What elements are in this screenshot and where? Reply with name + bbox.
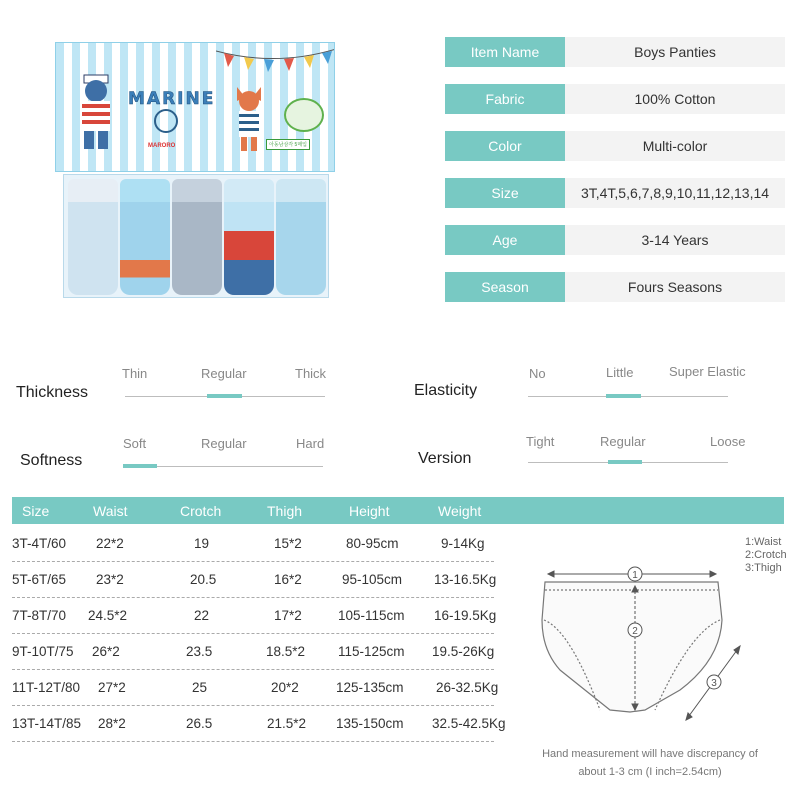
ship-wheel-icon	[154, 109, 178, 133]
box-lid	[55, 42, 335, 172]
header-crotch: Crotch	[180, 503, 222, 519]
version-scale-marker	[608, 460, 642, 464]
cell-height: 115-125cm	[338, 644, 405, 659]
spec-value: Boys Panties	[565, 37, 785, 67]
cell-waist: 28*2	[98, 716, 126, 731]
cell-waist: 23*2	[96, 572, 124, 587]
softness-scale-marker	[123, 464, 157, 468]
size-table-header	[12, 497, 784, 524]
measurement-note-line2: about 1-3 cm (I inch=2.54cm)	[578, 766, 722, 778]
cell-thigh: 17*2	[274, 608, 302, 623]
spec-row-season	[445, 272, 785, 302]
softness-option-regular: Regular	[201, 436, 247, 451]
cell-weight: 13-16.5Kg	[434, 572, 497, 587]
cell-crotch: 25	[192, 680, 208, 695]
version-option-loose: Loose	[710, 434, 746, 449]
header-waist: Waist	[93, 503, 128, 519]
table-row	[12, 706, 506, 742]
spec-value: Fours Seasons	[565, 272, 785, 302]
box-brand: MARORO	[148, 143, 176, 149]
spec-row-size	[445, 178, 785, 208]
measurement-note-line1: Hand measurement will have discrepancy of	[542, 748, 758, 760]
cell-height: 80-95cm	[346, 536, 399, 551]
cell-size: 11T-12T/80	[12, 680, 81, 695]
spec-value: 3T,4T,5,6,7,8,9,10,11,12,13,14	[565, 178, 785, 208]
spec-value: 100% Cotton	[565, 84, 785, 114]
cell-size: 3T-4T/60	[12, 536, 67, 551]
spec-value: 3-14 Years	[565, 225, 785, 255]
softness-label: Softness	[20, 452, 83, 469]
cell-crotch: 23.5	[186, 644, 213, 659]
cell-height: 95-105cm	[342, 572, 403, 587]
cell-thigh: 20*2	[271, 680, 299, 695]
spec-key: Season	[445, 272, 565, 302]
box-cert-badge: 아동남삼각 5매입	[266, 139, 310, 150]
thickness-option-regular: Regular	[201, 366, 247, 381]
cell-height: 105-115cm	[338, 608, 405, 623]
underwear-boat-print	[68, 179, 118, 295]
box-tray	[63, 174, 329, 298]
cell-waist: 26*2	[92, 644, 120, 659]
legend-thigh: 3:Thigh	[745, 562, 782, 574]
table-row	[12, 562, 497, 598]
underwear-ship-print	[276, 179, 326, 295]
header-thigh: Thigh	[267, 503, 303, 519]
cell-size: 9T-10T/75	[12, 644, 74, 659]
underwear-fox-print	[120, 179, 170, 295]
cell-waist: 27*2	[98, 680, 126, 695]
version-label: Version	[418, 450, 472, 467]
spec-key: Color	[445, 131, 565, 161]
thickness-option-thick: Thick	[295, 366, 327, 381]
cell-size: 5T-6T/65	[12, 572, 67, 587]
legend-crotch: 2:Crotch	[745, 549, 787, 561]
spec-row-color	[445, 131, 785, 161]
header-size: Size	[22, 503, 50, 519]
elasticity-option-little: Little	[606, 365, 634, 380]
box-title: MARINE	[128, 89, 216, 109]
header-height: Height	[349, 503, 390, 519]
cell-size: 7T-8T/70	[12, 608, 67, 623]
underwear-plane-print	[172, 179, 222, 295]
table-row	[12, 526, 494, 562]
cell-thigh: 21.5*2	[267, 716, 307, 731]
cotton-cloud-icon	[284, 98, 324, 132]
thickness-label: Thickness	[16, 384, 89, 401]
elasticity-label: Elasticity	[414, 382, 478, 399]
spec-key: Fabric	[445, 84, 565, 114]
table-row	[12, 598, 497, 634]
underwear-diagram	[530, 560, 760, 730]
product-image	[55, 42, 335, 302]
spec-key: Size	[445, 178, 565, 208]
cell-thigh: 18.5*2	[266, 644, 306, 659]
spec-row-age	[445, 225, 785, 255]
underwear-bear-print	[224, 179, 274, 295]
cell-weight: 19.5-26Kg	[432, 644, 495, 659]
header-weight: Weight	[438, 503, 482, 519]
softness-option-soft: Soft	[123, 436, 147, 451]
bear-sailor-icon	[74, 73, 118, 153]
spec-key: Item Name	[445, 37, 565, 67]
thickness-scale-marker	[207, 394, 242, 398]
marker-crotch: 2	[632, 626, 638, 637]
spec-key: Age	[445, 225, 565, 255]
version-option-tight: Tight	[526, 434, 555, 449]
cell-thigh: 15*2	[274, 536, 302, 551]
spec-table	[445, 37, 785, 319]
thickness-option-thin: Thin	[122, 366, 148, 381]
elasticity-scale-marker	[606, 394, 641, 398]
cell-weight: 26-32.5Kg	[436, 680, 499, 695]
cell-crotch: 26.5	[186, 716, 213, 731]
fox-sailor-icon	[231, 83, 267, 153]
marker-thigh: 3	[711, 678, 717, 689]
cell-crotch: 20.5	[190, 572, 217, 587]
table-row	[12, 634, 494, 670]
version-option-regular: Regular	[600, 434, 646, 449]
cell-crotch: 22	[194, 608, 210, 623]
cell-crotch: 19	[194, 536, 210, 551]
cell-height: 125-135cm	[336, 680, 404, 695]
elasticity-option-no: No	[529, 366, 546, 381]
cell-height: 135-150cm	[336, 716, 404, 731]
softness-option-hard: Hard	[296, 436, 325, 451]
cell-weight: 16-19.5Kg	[434, 608, 497, 623]
table-row	[12, 670, 499, 706]
marker-waist: 1	[632, 570, 638, 581]
cell-waist: 22*2	[96, 536, 124, 551]
cell-size: 13T-14T/85	[12, 716, 82, 731]
cell-thigh: 16*2	[274, 572, 302, 587]
cell-waist: 24.5*2	[88, 608, 128, 623]
pennant-banner-icon	[216, 45, 335, 85]
spec-row-fabric	[445, 84, 785, 114]
cell-weight: 32.5-42.5Kg	[432, 716, 506, 731]
cell-weight: 9-14Kg	[441, 536, 485, 551]
spec-value: Multi-color	[565, 131, 785, 161]
elasticity-option-super-elastic: Super Elastic	[669, 364, 746, 379]
legend-waist: 1:Waist	[745, 536, 782, 548]
spec-row-item-name	[445, 37, 785, 67]
